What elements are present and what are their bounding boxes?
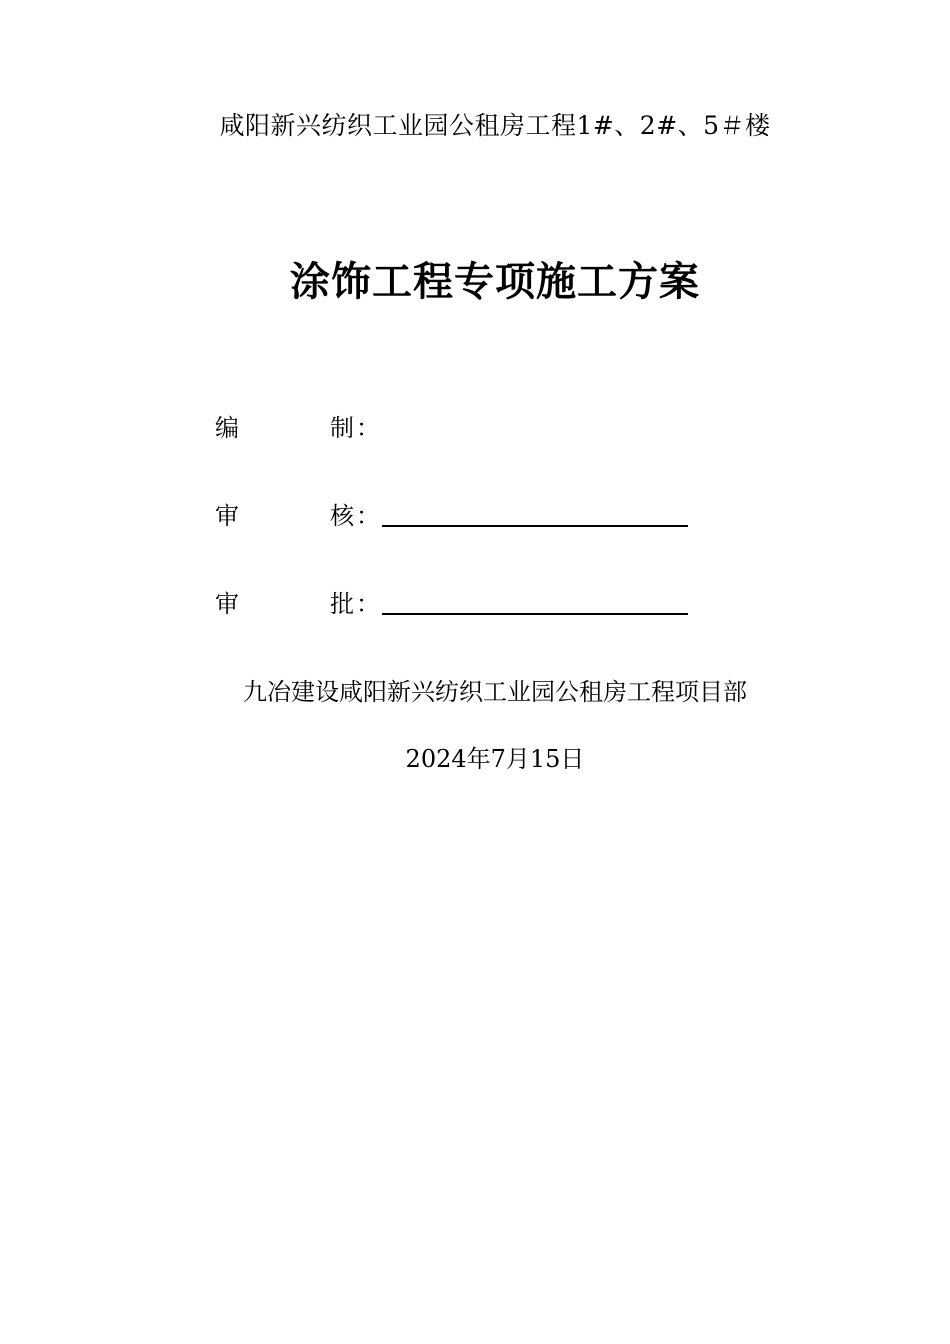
- approved-signature-line: [382, 613, 688, 615]
- organization-name: 九冶建设咸阳新兴纺织工业园公租房工程项目部: [243, 678, 747, 706]
- document-title: 涂饰工程专项施工方案: [290, 259, 700, 305]
- reviewed-label-char-2: 核: [330, 502, 354, 530]
- approved-label-char-2: 批: [330, 590, 354, 618]
- project-name: 咸阳新兴纺织工业园公租房工程1#、2#、5＃楼: [219, 111, 771, 140]
- document-date: 2024年7月15日: [405, 745, 585, 773]
- reviewed-signature-line: [382, 525, 688, 527]
- prepared-label-char-2: 制: [330, 414, 354, 442]
- prepared-label-char-1: 编: [215, 414, 239, 442]
- approved-label-char-1: 审: [215, 590, 239, 618]
- prepared-label-colon: ：: [356, 414, 380, 442]
- reviewed-label-char-1: 审: [215, 502, 239, 530]
- reviewed-label-colon: ：: [356, 502, 380, 530]
- approved-label-colon: ：: [356, 590, 380, 618]
